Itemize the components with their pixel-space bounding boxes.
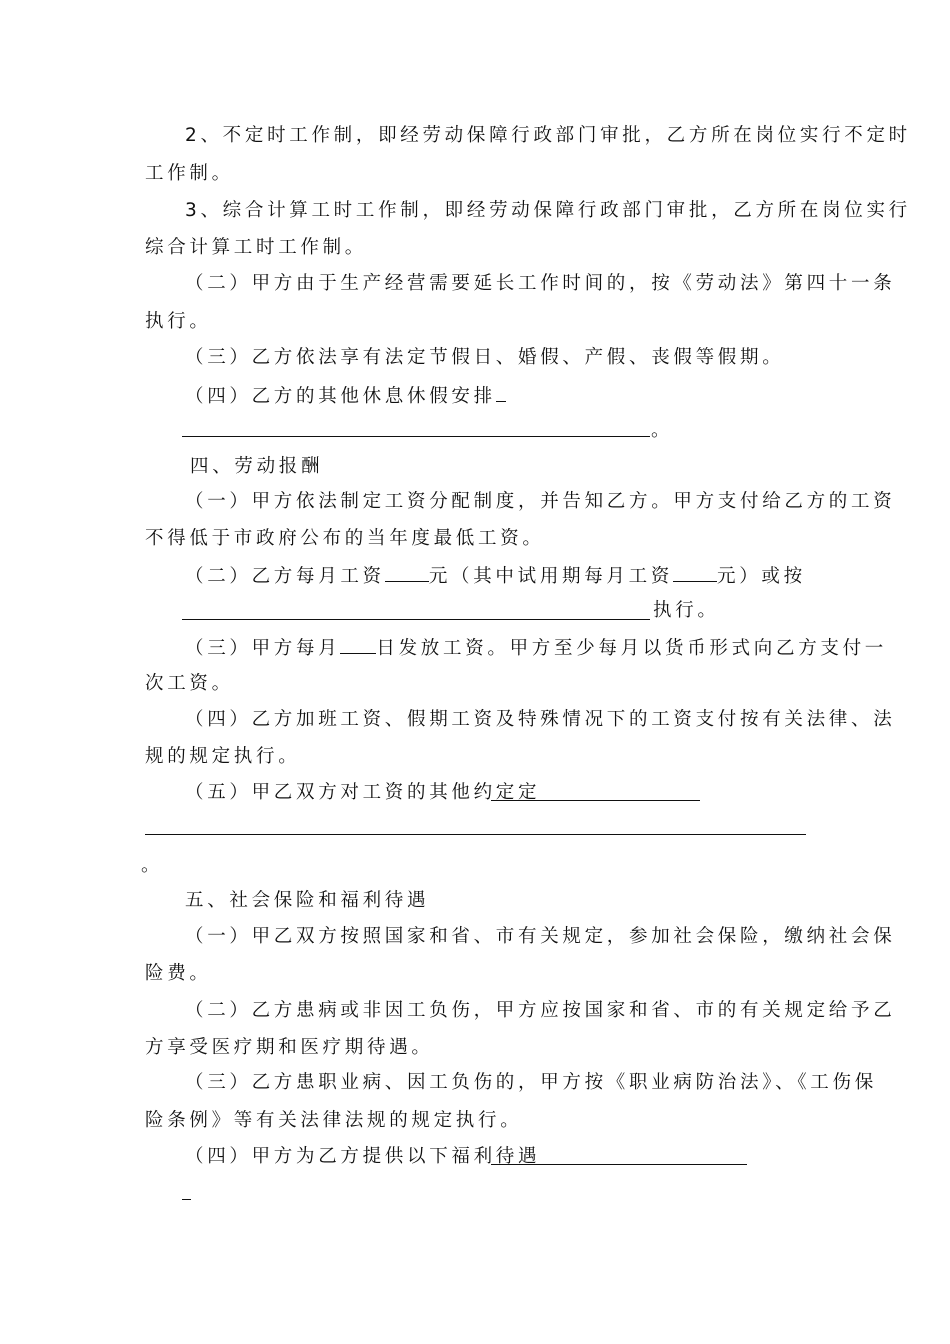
item2-line2: 工作制。 (145, 163, 234, 184)
fill-blank-line (182, 619, 650, 620)
pay3-line2: 次工资。 (145, 673, 234, 694)
fill-blank-line (491, 1164, 747, 1165)
probation-wage-blank (673, 563, 717, 582)
insurance3-line2: 险条例》等有关法律法规的规定执行。 (145, 1110, 523, 1131)
holidays-paragraph: （三）乙方依法享有法定节假日、婚假、产假、丧假等假期。 (185, 347, 785, 368)
insurance4-line1: （四）甲方为乙方提供以下福利待遇 (185, 1146, 541, 1167)
insurance1-line2: 险费。 (145, 963, 212, 984)
fill-blank-line (182, 436, 650, 437)
overtime-line1: （二）甲方由于生产经营需要延长工作时间的，按《劳动法》第四十一条 (185, 273, 896, 294)
item2-line1: 2、不定时工作制，即经劳动保障行政部门审批，乙方所在岗位实行不定时 (185, 125, 911, 146)
pay3-line1: （三）甲方每月 日发放工资。甲方至少每月以货币形式向乙方支付一 (185, 635, 887, 661)
monthly-wage-blank (385, 563, 429, 582)
pay-day-blank (340, 635, 376, 654)
insurance2-line2: 方享受医疗期和医疗期待遇。 (145, 1037, 434, 1058)
insurance2-line1: （二）乙方患病或非因工负伤，甲方应按国家和省、市的有关规定给予乙 (185, 1000, 896, 1021)
item3-line2: 综合计算工时工作制。 (145, 237, 368, 258)
fill-blank-line (182, 1199, 191, 1200)
pay2-line2-end: 执行。 (653, 600, 720, 621)
insurance3-line1: （三）乙方患职业病、因工负伤的，甲方按《职业病防治法》、《工伤保 (185, 1072, 877, 1093)
pay1-line1: （一）甲方依法制定工资分配制度，并告知乙方。甲方支付给乙方的工资 (185, 491, 896, 512)
insurance1-line1: （一）甲乙双方按照国家和省、市有关规定，参加社会保险，缴纳社会保 (185, 926, 896, 947)
fill-blank-line (145, 834, 806, 835)
item3-line1: 3、综合计算工时工作制，即经劳动保障行政部门审批，乙方所在岗位实行 (185, 200, 911, 221)
pay1-line2: 不得低于市政府公布的当年度最低工资。 (145, 528, 545, 549)
fill-blank (496, 383, 506, 402)
fill-blank-line (491, 800, 700, 801)
section-4-heading: 四、劳动报酬 (190, 456, 324, 477)
other-rest-paragraph: （四）乙方的其他休息休假安排 (185, 383, 506, 409)
overtime-line2: 执行。 (145, 311, 212, 332)
pay4-line1: （四）乙方加班工资、假期工资及特殊情况下的工资支付按有关法律、法 (185, 709, 896, 730)
pay2-line1: （二）乙方每月工资 元（其中试用期每月工资 元）或按 (185, 563, 806, 589)
pay5-line1: （五）甲乙双方对工资的其他约定定 (185, 782, 541, 803)
pay4-line2: 规的规定执行。 (145, 746, 301, 767)
period-mark: 。 (651, 420, 674, 441)
period-mark: 。 (141, 855, 164, 876)
section-5-heading: 五、社会保险和福利待遇 (185, 890, 430, 911)
